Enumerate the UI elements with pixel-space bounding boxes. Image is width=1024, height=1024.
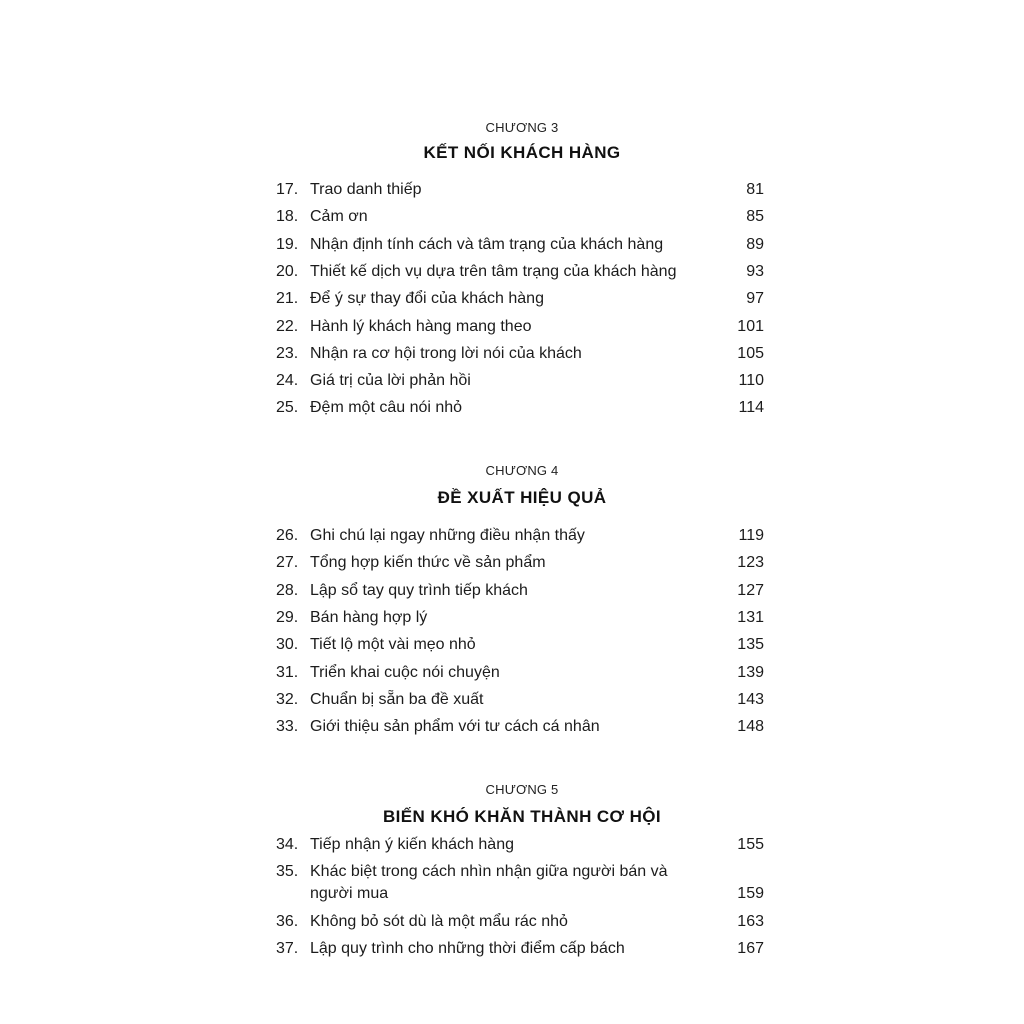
entry-page: 148 — [737, 718, 764, 735]
toc-entry — [276, 689, 764, 711]
toc-entry — [276, 834, 764, 856]
toc-entry — [276, 525, 764, 547]
entry-title: Cảm ơn — [310, 208, 368, 225]
entry-title: Triển khai cuộc nói chuyện — [310, 664, 500, 681]
entry-title: Lập quy trình cho những thời điểm cấp bách — [310, 940, 625, 957]
entry-title: Bán hàng hợp lý — [310, 609, 428, 626]
entry-number: 34. — [276, 836, 299, 853]
entry-title: Giá trị của lời phản hồi — [310, 372, 471, 389]
entry-page: 131 — [737, 609, 764, 626]
chapter-label: CHƯƠNG 5 — [485, 782, 559, 797]
entry-title: Tổng hợp kiến thức về sản phẩm — [310, 554, 546, 571]
chapter-title: ĐỀ XUẤT HIỆU QUẢ — [437, 488, 607, 507]
entry-page: 101 — [737, 318, 764, 335]
toc-entry — [276, 662, 764, 684]
chapter-title: KẾT NỐI KHÁCH HÀNG — [423, 143, 621, 162]
entry-title: Giới thiệu sản phẩm với tư cách cá nhân — [310, 718, 600, 735]
entry-number: 29. — [276, 609, 299, 626]
toc-entry — [276, 234, 764, 256]
entry-page: 97 — [746, 290, 764, 307]
toc-entry — [276, 179, 764, 201]
entry-title: Thiết kế dịch vụ dựa trên tâm trạng của khách hàng — [310, 263, 677, 280]
entry-number: 19. — [276, 236, 299, 253]
entry-page: 114 — [738, 399, 764, 416]
entry-title: Lập sổ tay quy trình tiếp khách — [310, 582, 528, 599]
entry-page: 127 — [737, 582, 764, 599]
toc-entry — [276, 607, 764, 629]
toc-entry — [276, 397, 764, 419]
toc-entry — [276, 580, 764, 602]
toc-entry — [276, 343, 764, 365]
chapter-label: CHƯƠNG 3 — [485, 120, 559, 135]
entry-title: Hành lý khách hàng mang theo — [310, 318, 532, 335]
entry-number: 23. — [276, 345, 299, 362]
toc-entry — [276, 861, 764, 905]
entry-title: Tiết lộ một vài mẹo nhỏ — [310, 636, 476, 653]
entry-title: Nhận ra cơ hội trong lời nói của khách — [310, 345, 582, 362]
entry-page: 85 — [746, 208, 764, 225]
entry-number: 33. — [276, 718, 299, 735]
entry-page: 159 — [737, 885, 764, 902]
entry-number: 37. — [276, 940, 299, 957]
toc-entry — [276, 938, 764, 960]
entry-number: 28. — [276, 582, 299, 599]
entry-title: Để ý sự thay đổi của khách hàng — [310, 290, 544, 307]
entry-title: Ghi chú lại ngay những điều nhận thấy — [310, 527, 585, 544]
entry-page: 163 — [737, 913, 764, 930]
entry-page: 123 — [737, 554, 764, 571]
entry-title: Chuẩn bị sẵn ba đề xuất — [310, 691, 484, 708]
chapter-label: CHƯƠNG 4 — [485, 463, 559, 478]
toc-entry — [276, 316, 764, 338]
entry-page: 139 — [737, 664, 764, 681]
chapter-title: BIẾN KHÓ KHĂN THÀNH CƠ HỘI — [382, 807, 661, 826]
entry-page: 135 — [737, 636, 764, 653]
toc-entry — [276, 716, 764, 738]
entry-title: Đệm một câu nói nhỏ — [310, 399, 463, 416]
entry-page: 167 — [737, 940, 764, 957]
entry-page: 155 — [737, 836, 764, 853]
entry-number: 20. — [276, 263, 299, 280]
entry-page: 89 — [746, 236, 764, 253]
entry-page: 143 — [737, 691, 764, 708]
entry-number: 18. — [276, 208, 299, 225]
entry-title: Khác biệt trong cách nhìn nhận giữa người bán và người mua — [310, 863, 668, 902]
entry-number: 24. — [276, 372, 299, 389]
entry-number: 22. — [276, 318, 299, 335]
toc-entry — [276, 634, 764, 656]
entry-number: 17. — [276, 181, 299, 198]
toc-entry — [276, 911, 764, 933]
entry-number: 26. — [276, 527, 299, 544]
toc-entry — [276, 370, 764, 392]
entry-title: Tiếp nhận ý kiến khách hàng — [310, 836, 514, 853]
entry-page: 110 — [738, 372, 764, 389]
entry-page: 93 — [746, 263, 764, 280]
entry-page: 119 — [738, 527, 764, 544]
entry-page: 81 — [746, 181, 764, 198]
toc-entry — [276, 288, 764, 310]
entry-page: 105 — [737, 345, 764, 362]
entry-title: Trao danh thiếp — [310, 181, 422, 198]
entry-title: Không bỏ sót dù là một mẩu rác nhỏ — [310, 913, 568, 930]
entry-title: Nhận định tính cách và tâm trạng của khách hàng — [310, 236, 664, 253]
entry-number: 30. — [276, 636, 299, 653]
entry-number: 31. — [276, 664, 299, 681]
entry-number: 32. — [276, 691, 299, 708]
entry-number: 21. — [276, 290, 299, 307]
toc-entry — [276, 552, 764, 574]
entry-number: 27. — [276, 554, 299, 571]
entry-number: 35. — [276, 863, 299, 880]
entry-number: 36. — [276, 913, 299, 930]
toc-entry — [276, 261, 764, 283]
entry-number: 25. — [276, 399, 299, 416]
toc-entry — [276, 206, 764, 228]
